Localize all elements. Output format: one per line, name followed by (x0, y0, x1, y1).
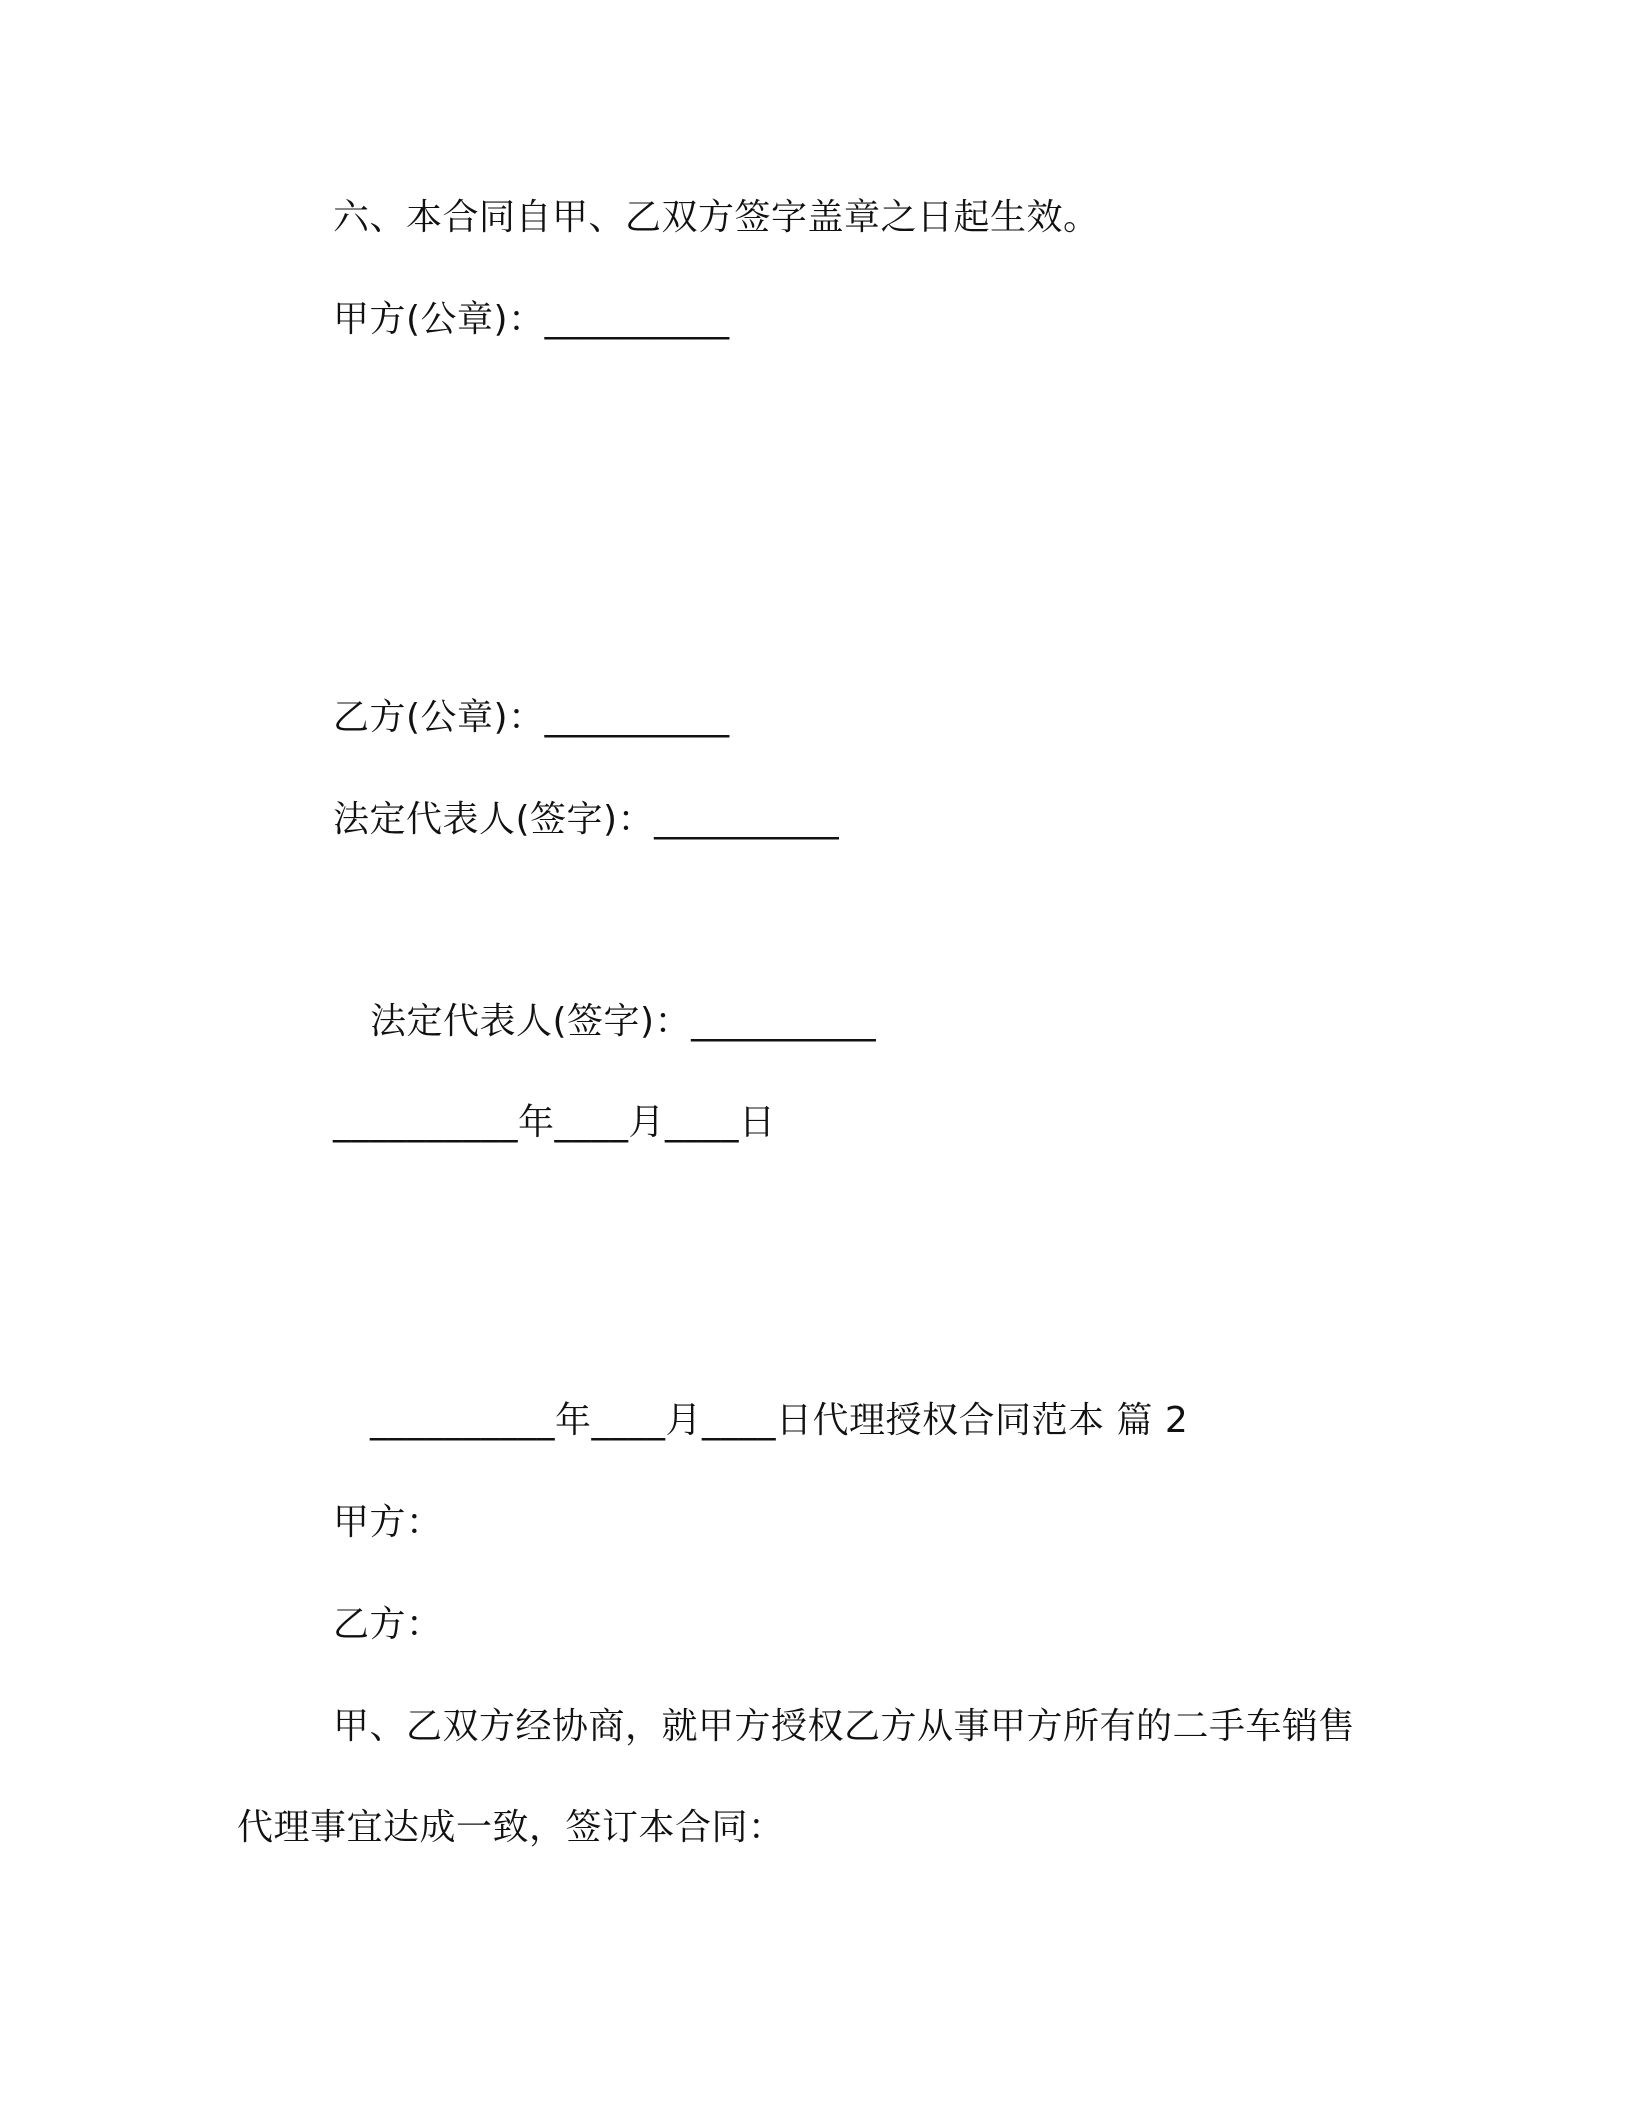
body-paragraph-line-1: 甲、乙双方经协商，就甲方授权乙方从事甲方所有的二手车销售 (333, 1706, 1356, 1747)
party-a-seal-line: 甲方(公章)：__________ (333, 299, 730, 340)
legal-representative-signature-line-1: 法定代表人(签字)：__________ (333, 799, 840, 840)
clause-six-text: 六、本合同自甲、乙双方签字盖章之日起生效。 (333, 197, 1100, 238)
party-b-label: 乙方： (333, 1604, 443, 1645)
date-line: __________年____月____日 (333, 1102, 776, 1143)
party-b-seal-line: 乙方(公章)：__________ (333, 697, 730, 738)
party-a-label: 甲方： (333, 1502, 443, 1543)
legal-representative-signature-line-2: 法定代表人(签字)：__________ (370, 1001, 877, 1042)
section-heading: __________年____月____日代理授权合同范本 篇 2 (370, 1400, 1189, 1441)
body-paragraph-line-2: 代理事宜达成一致，签订本合同： (237, 1807, 785, 1848)
